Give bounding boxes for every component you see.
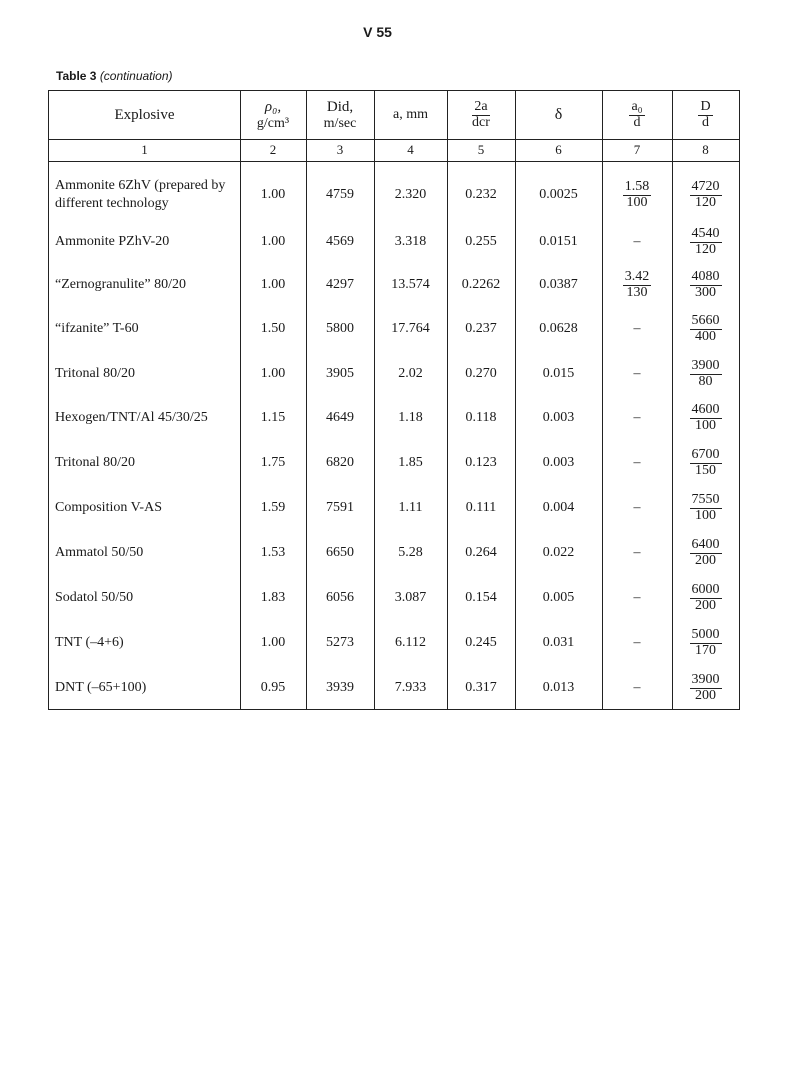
header-ratio-den: dcr bbox=[472, 114, 490, 130]
empty-dash: – bbox=[633, 590, 641, 605]
header-explosive: Explosive bbox=[114, 106, 175, 123]
empty-dash: – bbox=[633, 500, 641, 515]
cell-D-ratio bbox=[672, 576, 739, 620]
D-num: 4540 bbox=[691, 225, 720, 241]
cell-name: “Zernogranulite” 80/20 bbox=[55, 276, 187, 292]
cell-ao-ratio bbox=[602, 307, 672, 351]
cell-did: 6820 bbox=[326, 455, 354, 470]
D-num: 6400 bbox=[691, 536, 720, 552]
D-den: 100 bbox=[695, 507, 716, 523]
D-fraction bbox=[690, 180, 722, 210]
cell-ratio: 0.245 bbox=[465, 635, 497, 650]
D-den: 200 bbox=[695, 597, 716, 613]
cell-name: Tritonal 80/20 bbox=[55, 365, 135, 381]
column-number: 8 bbox=[702, 142, 709, 157]
column-number: 7 bbox=[633, 142, 641, 157]
table-row bbox=[49, 396, 739, 440]
D-fraction bbox=[690, 314, 722, 344]
D-num: 5660 bbox=[691, 312, 720, 328]
cell-a: 3.087 bbox=[394, 590, 427, 605]
table-row bbox=[49, 173, 739, 217]
D-num: 6000 bbox=[691, 581, 720, 597]
cell-D-ratio bbox=[672, 173, 739, 217]
cell-ao-ratio bbox=[602, 173, 672, 217]
header-divider bbox=[49, 161, 739, 162]
cell-did: 3939 bbox=[326, 680, 354, 695]
D-num: 3900 bbox=[691, 357, 720, 373]
cell-rho: 1.00 bbox=[260, 234, 286, 249]
cell-delta: 0.0025 bbox=[539, 187, 578, 202]
cell-name: Sodatol 50/50 bbox=[55, 589, 134, 605]
column-number: 3 bbox=[336, 142, 344, 157]
empty-dash: – bbox=[633, 635, 641, 650]
cell-a: 1.11 bbox=[398, 500, 423, 515]
table-row bbox=[49, 531, 739, 575]
header-delta: δ bbox=[554, 106, 563, 124]
D-fraction bbox=[690, 359, 722, 389]
cell-ao-ratio bbox=[602, 352, 672, 396]
header-density-symbol: ρ₀, bbox=[264, 99, 282, 116]
cell-rho: 1.00 bbox=[260, 277, 286, 292]
table-row bbox=[49, 441, 739, 485]
header-divider bbox=[49, 139, 739, 140]
cell-did: 6056 bbox=[326, 590, 354, 605]
cell-D-ratio bbox=[672, 531, 739, 575]
header-ratio-fraction bbox=[470, 100, 492, 130]
cell-ratio: 0.232 bbox=[465, 187, 497, 202]
cell-delta: 0.022 bbox=[542, 545, 575, 560]
D-den: 200 bbox=[695, 687, 716, 703]
cell-a: 2.320 bbox=[394, 187, 427, 202]
cell-ao-ratio bbox=[602, 486, 672, 530]
cell-delta: 0.0387 bbox=[539, 277, 578, 292]
ao-num: 1.58 bbox=[624, 178, 650, 194]
cell-a: 2.02 bbox=[398, 366, 423, 381]
D-den: 300 bbox=[695, 284, 716, 300]
cell-did: 3905 bbox=[326, 366, 354, 381]
ao-den: 130 bbox=[626, 284, 648, 300]
header-density bbox=[240, 91, 306, 139]
empty-dash: – bbox=[633, 680, 641, 695]
empty-dash: – bbox=[633, 234, 641, 249]
cell-a: 5.28 bbox=[398, 545, 423, 560]
empty-dash: – bbox=[633, 455, 641, 470]
table-row bbox=[49, 307, 739, 351]
cell-a: 6.112 bbox=[395, 635, 426, 650]
cell-rho: 1.15 bbox=[260, 410, 286, 425]
D-den: 120 bbox=[695, 241, 716, 257]
cell-ratio: 0.2262 bbox=[461, 277, 501, 292]
cell-D-ratio bbox=[672, 263, 739, 307]
D-fraction bbox=[690, 227, 722, 257]
D-fraction bbox=[690, 270, 722, 300]
D-num: 5000 bbox=[691, 626, 720, 642]
cell-rho: 1.50 bbox=[260, 321, 286, 336]
D-num: 4720 bbox=[691, 178, 720, 194]
cell-delta: 0.003 bbox=[542, 455, 575, 470]
cell-D-ratio bbox=[672, 666, 739, 710]
cell-did: 5273 bbox=[326, 635, 354, 650]
cell-name: DNT (–65+100) bbox=[55, 679, 147, 695]
cell-name: “ifzanite” T-60 bbox=[55, 320, 139, 336]
cell-name: Ammonite PZhV-20 bbox=[55, 233, 170, 249]
header-D-fraction bbox=[698, 100, 712, 130]
cell-a: 13.574 bbox=[391, 277, 430, 292]
column-number: 6 bbox=[555, 142, 562, 157]
D-fraction bbox=[690, 403, 722, 433]
cell-did: 4569 bbox=[326, 234, 354, 249]
cell-did: 4649 bbox=[326, 410, 354, 425]
cell-name: Composition V-AS bbox=[55, 499, 162, 515]
cell-D-ratio bbox=[672, 396, 739, 440]
cell-ao-ratio bbox=[602, 220, 672, 264]
D-den: 100 bbox=[695, 417, 716, 433]
cell-ratio: 0.237 bbox=[465, 321, 497, 336]
cell-delta: 0.0628 bbox=[539, 321, 578, 336]
header-ao-den: d bbox=[633, 114, 641, 130]
D-num: 7550 bbox=[691, 491, 720, 507]
header-density-unit: g/cm³ bbox=[256, 115, 290, 131]
D-fraction bbox=[690, 493, 722, 523]
D-num: 6700 bbox=[691, 446, 720, 462]
D-den: 80 bbox=[698, 373, 713, 389]
cell-a: 1.85 bbox=[398, 455, 423, 470]
D-fraction bbox=[690, 673, 722, 703]
cell-ao-ratio bbox=[602, 441, 672, 485]
cell-delta: 0.004 bbox=[542, 500, 575, 515]
header-ao bbox=[602, 91, 672, 139]
cell-D-ratio bbox=[672, 486, 739, 530]
cell-ratio: 0.154 bbox=[465, 590, 497, 605]
empty-dash: – bbox=[633, 366, 641, 381]
cell-ratio: 0.255 bbox=[465, 234, 497, 249]
D-num: 4080 bbox=[691, 268, 720, 284]
cell-delta: 0.005 bbox=[542, 590, 575, 605]
cell-delta: 0.0151 bbox=[539, 234, 578, 249]
page-number: V 55 bbox=[363, 24, 392, 40]
header-a: a, mm bbox=[393, 107, 428, 123]
header-ao-num: a₀ bbox=[631, 98, 643, 114]
cell-a: 7.933 bbox=[394, 680, 427, 695]
data-table bbox=[48, 90, 740, 710]
table-note: (continuation) bbox=[99, 69, 173, 83]
cell-ao-ratio bbox=[602, 531, 672, 575]
cell-a: 1.18 bbox=[398, 410, 423, 425]
cell-delta: 0.031 bbox=[542, 635, 575, 650]
ao-num: 3.42 bbox=[624, 268, 650, 284]
cell-name: Tritonal 80/20 bbox=[55, 454, 135, 470]
cell-ratio: 0.264 bbox=[465, 545, 497, 560]
cell-D-ratio bbox=[672, 220, 739, 264]
column-number: 4 bbox=[407, 142, 414, 157]
header-ratio-num: 2a bbox=[474, 98, 488, 114]
cell-rho: 1.75 bbox=[260, 455, 286, 470]
table-row bbox=[49, 220, 739, 264]
cell-ao-ratio bbox=[602, 396, 672, 440]
empty-dash: – bbox=[633, 410, 641, 425]
header-D bbox=[672, 91, 739, 139]
cell-rho: 1.00 bbox=[260, 187, 286, 202]
D-den: 400 bbox=[695, 328, 716, 344]
cell-did: 4297 bbox=[326, 277, 354, 292]
table-row bbox=[49, 576, 739, 620]
empty-dash: – bbox=[633, 321, 641, 336]
cell-name: Ammatol 50/50 bbox=[55, 544, 144, 560]
cell-a: 3.318 bbox=[394, 234, 427, 249]
table-row bbox=[49, 486, 739, 530]
header-did-symbol: Did, bbox=[326, 99, 354, 116]
cell-did: 7591 bbox=[326, 500, 354, 515]
D-fraction bbox=[690, 448, 722, 478]
D-den: 170 bbox=[695, 642, 716, 658]
cell-ao-ratio bbox=[602, 666, 672, 710]
table-row bbox=[49, 621, 739, 665]
header-did-unit: m/sec bbox=[323, 115, 357, 131]
cell-ratio: 0.123 bbox=[465, 455, 497, 470]
cell-rho: 1.00 bbox=[260, 635, 286, 650]
cell-rho: 0.95 bbox=[260, 680, 286, 695]
table-caption bbox=[56, 69, 173, 83]
D-den: 120 bbox=[695, 194, 716, 210]
cell-name: TNT (–4+6) bbox=[55, 634, 124, 650]
header-detonation-velocity bbox=[306, 91, 374, 139]
table-row bbox=[49, 666, 739, 710]
cell-delta: 0.013 bbox=[542, 680, 575, 695]
D-num: 3900 bbox=[691, 671, 720, 687]
cell-a: 17.764 bbox=[391, 321, 430, 336]
D-fraction bbox=[690, 628, 722, 658]
cell-name: Hexogen/TNT/Al 45/30/25 bbox=[55, 409, 208, 425]
cell-ratio: 0.270 bbox=[465, 366, 497, 381]
cell-delta: 0.003 bbox=[542, 410, 575, 425]
cell-ratio: 0.118 bbox=[465, 410, 497, 425]
ao-den: 100 bbox=[626, 194, 648, 210]
cell-name: Ammonite 6ZhV (prepared by different technology bbox=[55, 177, 226, 211]
cell-ratio: 0.111 bbox=[465, 500, 497, 515]
table-label: Table 3 bbox=[56, 69, 97, 83]
cell-did: 5800 bbox=[326, 321, 354, 336]
column-number: 5 bbox=[477, 142, 485, 157]
cell-D-ratio bbox=[672, 441, 739, 485]
column-number: 2 bbox=[269, 142, 277, 157]
cell-ao-ratio bbox=[602, 263, 672, 307]
header-D-num: D bbox=[700, 98, 711, 114]
cell-delta: 0.015 bbox=[542, 366, 575, 381]
D-den: 200 bbox=[695, 552, 716, 568]
cell-D-ratio bbox=[672, 621, 739, 665]
empty-dash: – bbox=[633, 545, 641, 560]
cell-D-ratio bbox=[672, 307, 739, 351]
D-fraction bbox=[690, 538, 722, 568]
column-number: 1 bbox=[141, 142, 148, 157]
cell-did: 4759 bbox=[326, 187, 354, 202]
header-ao-fraction bbox=[629, 100, 644, 130]
D-fraction bbox=[690, 583, 722, 613]
header-D-den: d bbox=[702, 114, 709, 130]
header-ratio bbox=[447, 91, 515, 139]
cell-rho: 1.59 bbox=[260, 500, 286, 515]
table-row bbox=[49, 352, 739, 396]
D-num: 4600 bbox=[691, 401, 720, 417]
cell-ratio: 0.317 bbox=[465, 680, 497, 695]
cell-ao-ratio bbox=[602, 621, 672, 665]
cell-rho: 1.00 bbox=[260, 366, 286, 381]
D-den: 150 bbox=[695, 462, 716, 478]
ao-fraction bbox=[623, 270, 652, 300]
cell-did: 6650 bbox=[326, 545, 354, 560]
table-row bbox=[49, 263, 739, 307]
cell-rho: 1.53 bbox=[260, 545, 286, 560]
cell-D-ratio bbox=[672, 352, 739, 396]
cell-rho: 1.83 bbox=[260, 590, 286, 605]
ao-fraction bbox=[623, 180, 652, 210]
cell-ao-ratio bbox=[602, 576, 672, 620]
